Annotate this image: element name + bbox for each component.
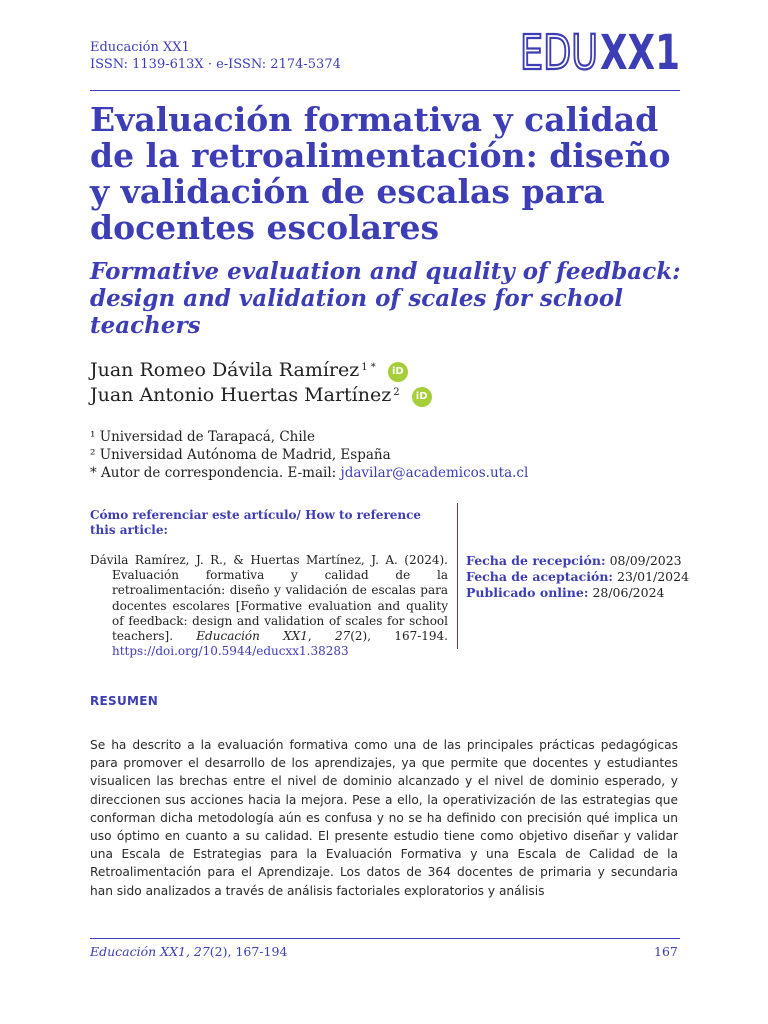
journal-name: Educación XX1 <box>90 40 190 55</box>
date-value: 08/09/2023 <box>609 553 682 568</box>
citation-issue-pages: (2), 167-194. <box>350 629 448 644</box>
affiliations <box>90 428 528 482</box>
author-superscript: 1 * <box>361 362 376 373</box>
abstract-text: Se ha descrito a la evaluación formativa como una de las principales prácticas pedagógicas para promover el desarrollo de los aprendizajes, ya que permite que docentes y estudiantes visualicen las brechas entre el nivel de dominio alcanzado y el nivel de dominio esperado, y direccionen sus acciones hacia la mejora. Pese a ello, la operativización de las estrategias que conforman dicha metodología aún es confusa y no se ha definido con precisión qué implica un uso óptimo en cuanto a su calidad. El presente estudio tiene como objetivo diseñar y validar una Escala de Estrategias para la Evaluación Formativa y una Escala de Calidad de la Retroalimentación para el Aprendizaje. Los datos de 364 docentes de primaria y secundaria han sido analizados a través de análisis factoriales exploratorios y análisis <box>90 738 678 898</box>
doi-link[interactable]: https://doi.org/10.5944/educxx1.38283 <box>112 644 349 659</box>
author-name: Juan Romeo Dávila Ramírez <box>90 359 360 381</box>
journal-info <box>90 39 341 73</box>
logo-text-light: EDU <box>520 25 598 81</box>
orcid-icon[interactable]: iD <box>412 387 432 407</box>
date-received <box>466 553 689 569</box>
footer-journal: Educación XX1 <box>90 944 186 959</box>
footer-citation <box>90 944 287 959</box>
header-rule <box>90 90 680 91</box>
citation-journal: Educación XX1 <box>196 629 308 644</box>
footer-volume: 27 <box>193 944 210 959</box>
date-label: Fecha de recepción: <box>466 553 606 568</box>
page-number: 167 <box>654 944 678 959</box>
footer-rule <box>90 938 680 939</box>
article-title-en: Formative evaluation and quality of feedback: design and validation of scales for school teachers <box>90 258 681 339</box>
footer-sep: , <box>185 944 194 959</box>
orcid-icon[interactable]: iD <box>388 362 408 382</box>
citation-heading: Cómo referenciar este artículo/ How to reference this article: <box>90 508 422 537</box>
dates-block <box>466 553 689 601</box>
date-label: Publicado online: <box>466 585 589 600</box>
citation-volume: 27 <box>334 629 351 644</box>
citation-main: Dávila Ramírez, J. R., & Huertas Martínez, J. A. (2024). Evaluación formativa y calidad de la retroalimentación: diseño y validación de escalas para docentes escolares [Formative evaluation and quality of feedback: design and validation of scales for school teachers]. <box>90 553 448 644</box>
citation-text <box>90 553 448 659</box>
logo-text-bold: XX1 <box>600 25 680 81</box>
citation-sep: , <box>307 629 335 644</box>
date-accepted <box>466 569 689 585</box>
correspondence-label: * Autor de correspondencia. E-mail: <box>90 465 341 481</box>
issn: ISSN: 1139-613X · e-ISSN: 2174-5374 <box>90 57 341 72</box>
date-value: 23/01/2024 <box>617 569 690 584</box>
column-divider <box>457 503 458 649</box>
footer-rest: (2), 167-194 <box>209 944 288 959</box>
email-link[interactable]: jdavilar@academicos.uta.cl <box>340 465 529 481</box>
author-name: Juan Antonio Huertas Martínez <box>90 384 392 406</box>
date-label: Fecha de aceptación: <box>466 569 614 584</box>
journal-logo <box>520 25 680 81</box>
affiliation-2: ² Universidad Autónoma de Madrid, España <box>90 447 391 463</box>
date-value: 28/06/2024 <box>592 585 665 600</box>
affiliation-1: ¹ Universidad de Tarapacá, Chile <box>90 429 315 445</box>
author-1 <box>90 359 408 382</box>
author-superscript: 2 <box>393 387 400 398</box>
corresponding-author <box>90 464 528 482</box>
abstract-heading: RESUMEN <box>90 694 159 708</box>
author-2 <box>90 384 432 407</box>
article-title-es: Evaluación formativa y calidad de la retroalimentación: diseño y validación de escalas para docentes escolares <box>90 100 671 247</box>
date-published <box>466 585 689 601</box>
